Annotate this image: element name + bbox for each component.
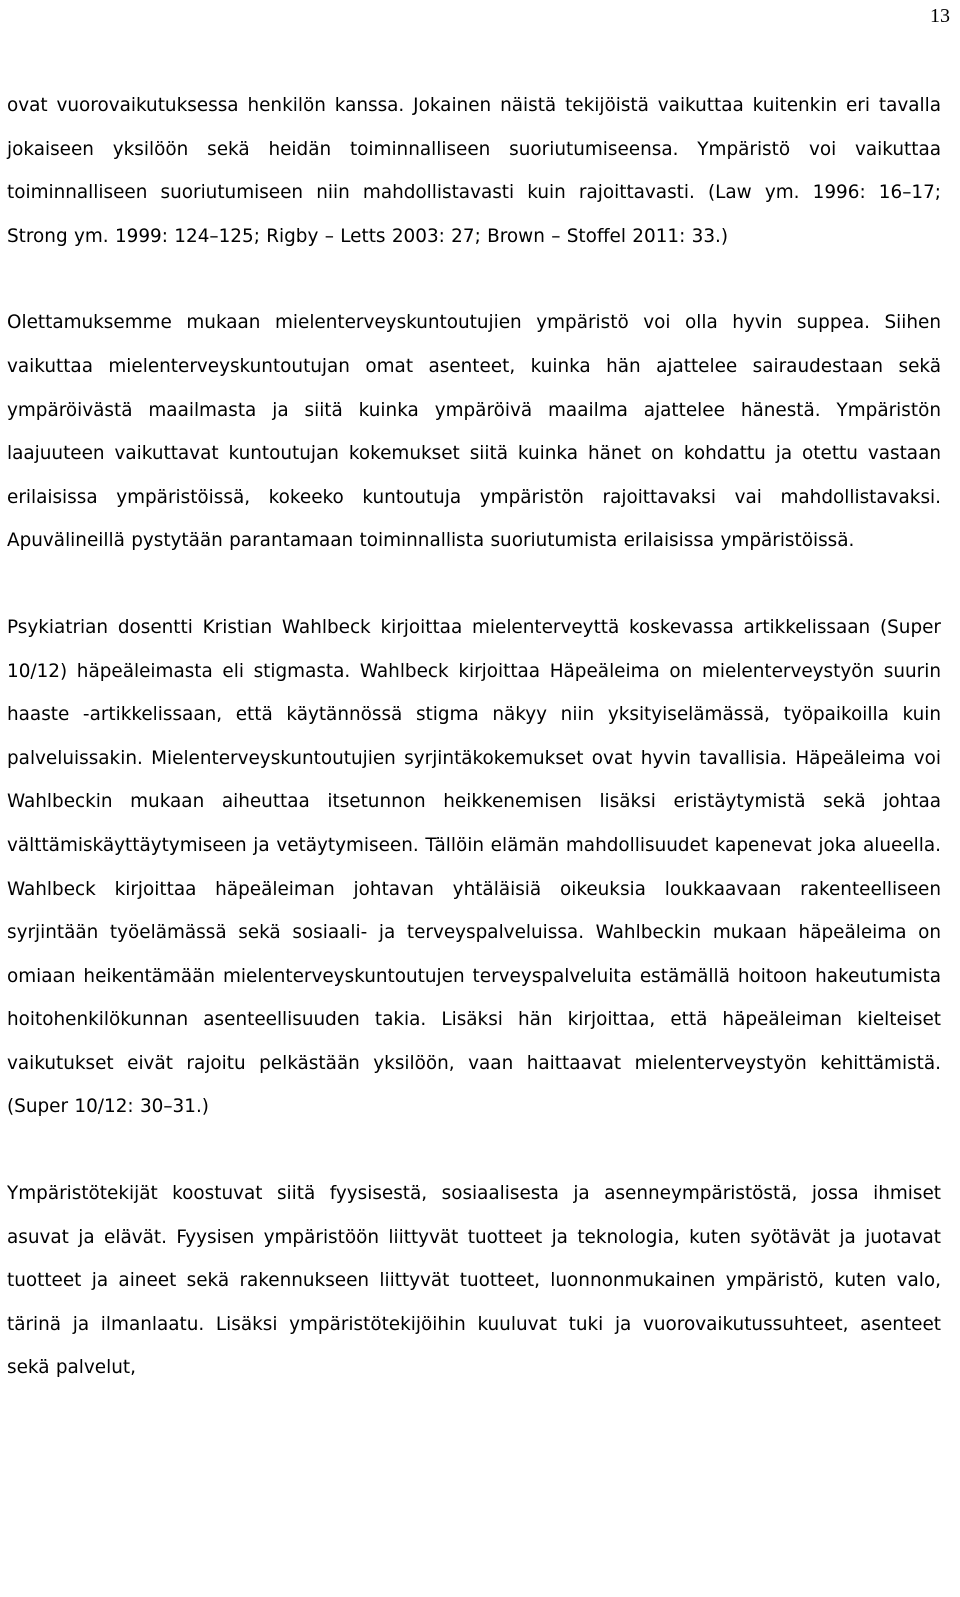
paragraph-environment-influence: ovat vuorovaikutuksessa henkilön kanssa. Jokainen näistä tekijöistä vaikuttaa kuitenkin eri tavalla jokaiseen yksilöön sekä heidän toiminnalliseen suoriutumiseensa. Ympäristö voi vaikuttaa toiminnalliseen suoriutumiseen niin mahdollistavasti kuin rajoittavasti. (Law ym. 1996: 16–17; Strong ym. 1999: 124–125; Rigby – Letts 2003: 27; Brown – Stoffel 2011: 33.): [7, 95, 941, 247]
page-number: 13: [930, 5, 950, 27]
paragraph-rehabilitee-environment: Olettamuksemme mukaan mielenterveyskuntoutujien ympäristö voi olla hyvin suppea. Siihen vaikuttaa mielenterveyskuntoutujan omat asenteet, kuinka hän ajattelee sairaudestaan sekä ympäröivästä maailmasta ja siitä kuinka ympäröivä maailma ajattelee hänestä. Ympäristön laajuuteen vaikuttavat kuntoutujan kokemukset siitä kuinka hänet on kohdattu ja otettu vastaan erilaisissa ympäristöissä, kokeeko kuntoutuja ympäristön rajoittavaksi vai mahdollistavaksi. Apuvälineillä pystytään parantamaan toiminnallista suoriutumista erilaisissa ympäristöissä.: [7, 312, 941, 552]
paragraph-environmental-factors: Ympäristötekijät koostuvat siitä fyysisestä, sosiaalisesta ja asenneympäristöstä, jossa ihmiset asuvat ja elävät. Fyysisen ympäristöön liittyvät tuotteet ja teknologia, kuten syötävät ja juotavat tuotteet ja aineet sekä rakennukseen liittyvät tuotteet, luonnonmukainen ympäristö, kuten valo, tärinä ja ilmanlaatu. Lisäksi ympäristötekijöihin kuuluvat tuki ja vuorovaikutussuhteet, asenteet sekä palvelut,: [7, 1183, 941, 1379]
document-body: [7, 84, 941, 1390]
paragraph-stigma: Psykiatrian dosentti Kristian Wahlbeck kirjoittaa mielenterveyttä koskevassa artikkelissaan (Super 10/12) häpeäleimasta eli stigmasta. Wahlbeck kirjoittaa Häpeäleima on mielenterveystyön suurin haaste -artikkelissaan, että käytännössä stigma näkyy niin yksityiselämässä, työpaikoilla kuin palveluissakin. Mielenterveyskuntoutujien syrjintäkokemukset ovat hyvin tavallisia. Häpeäleima voi Wahlbeckin mukaan aiheuttaa itsetunnon heikkenemisen lisäksi eristäytymistä sekä johtaa välttämiskäyttäytymiseen ja vetäytymiseen. Tällöin elämän mahdollisuudet kapenevat joka alueella. Wahlbeck kirjoittaa häpeäleiman johtavan yhtäläisiä oikeuksia loukkaavaan rakenteelliseen syrjintään työelämässä sekä sosiaali- ja terveyspalveluissa. Wahlbeckin mukaan häpeäleima on omiaan heikentämään mielenterveyskuntoutujen terveyspalveluita estämällä hoitoon hakeutumista hoitohenkilökunnan asenteellisuuden takia. Lisäksi hän kirjoittaa, että häpeäleiman kielteiset vaikutukset eivät rajoitu pelkästään yksilöön, vaan haittaavat mielenterveystyön kehittämistä. (Super 10/12: 30–31.): [7, 616, 941, 1118]
